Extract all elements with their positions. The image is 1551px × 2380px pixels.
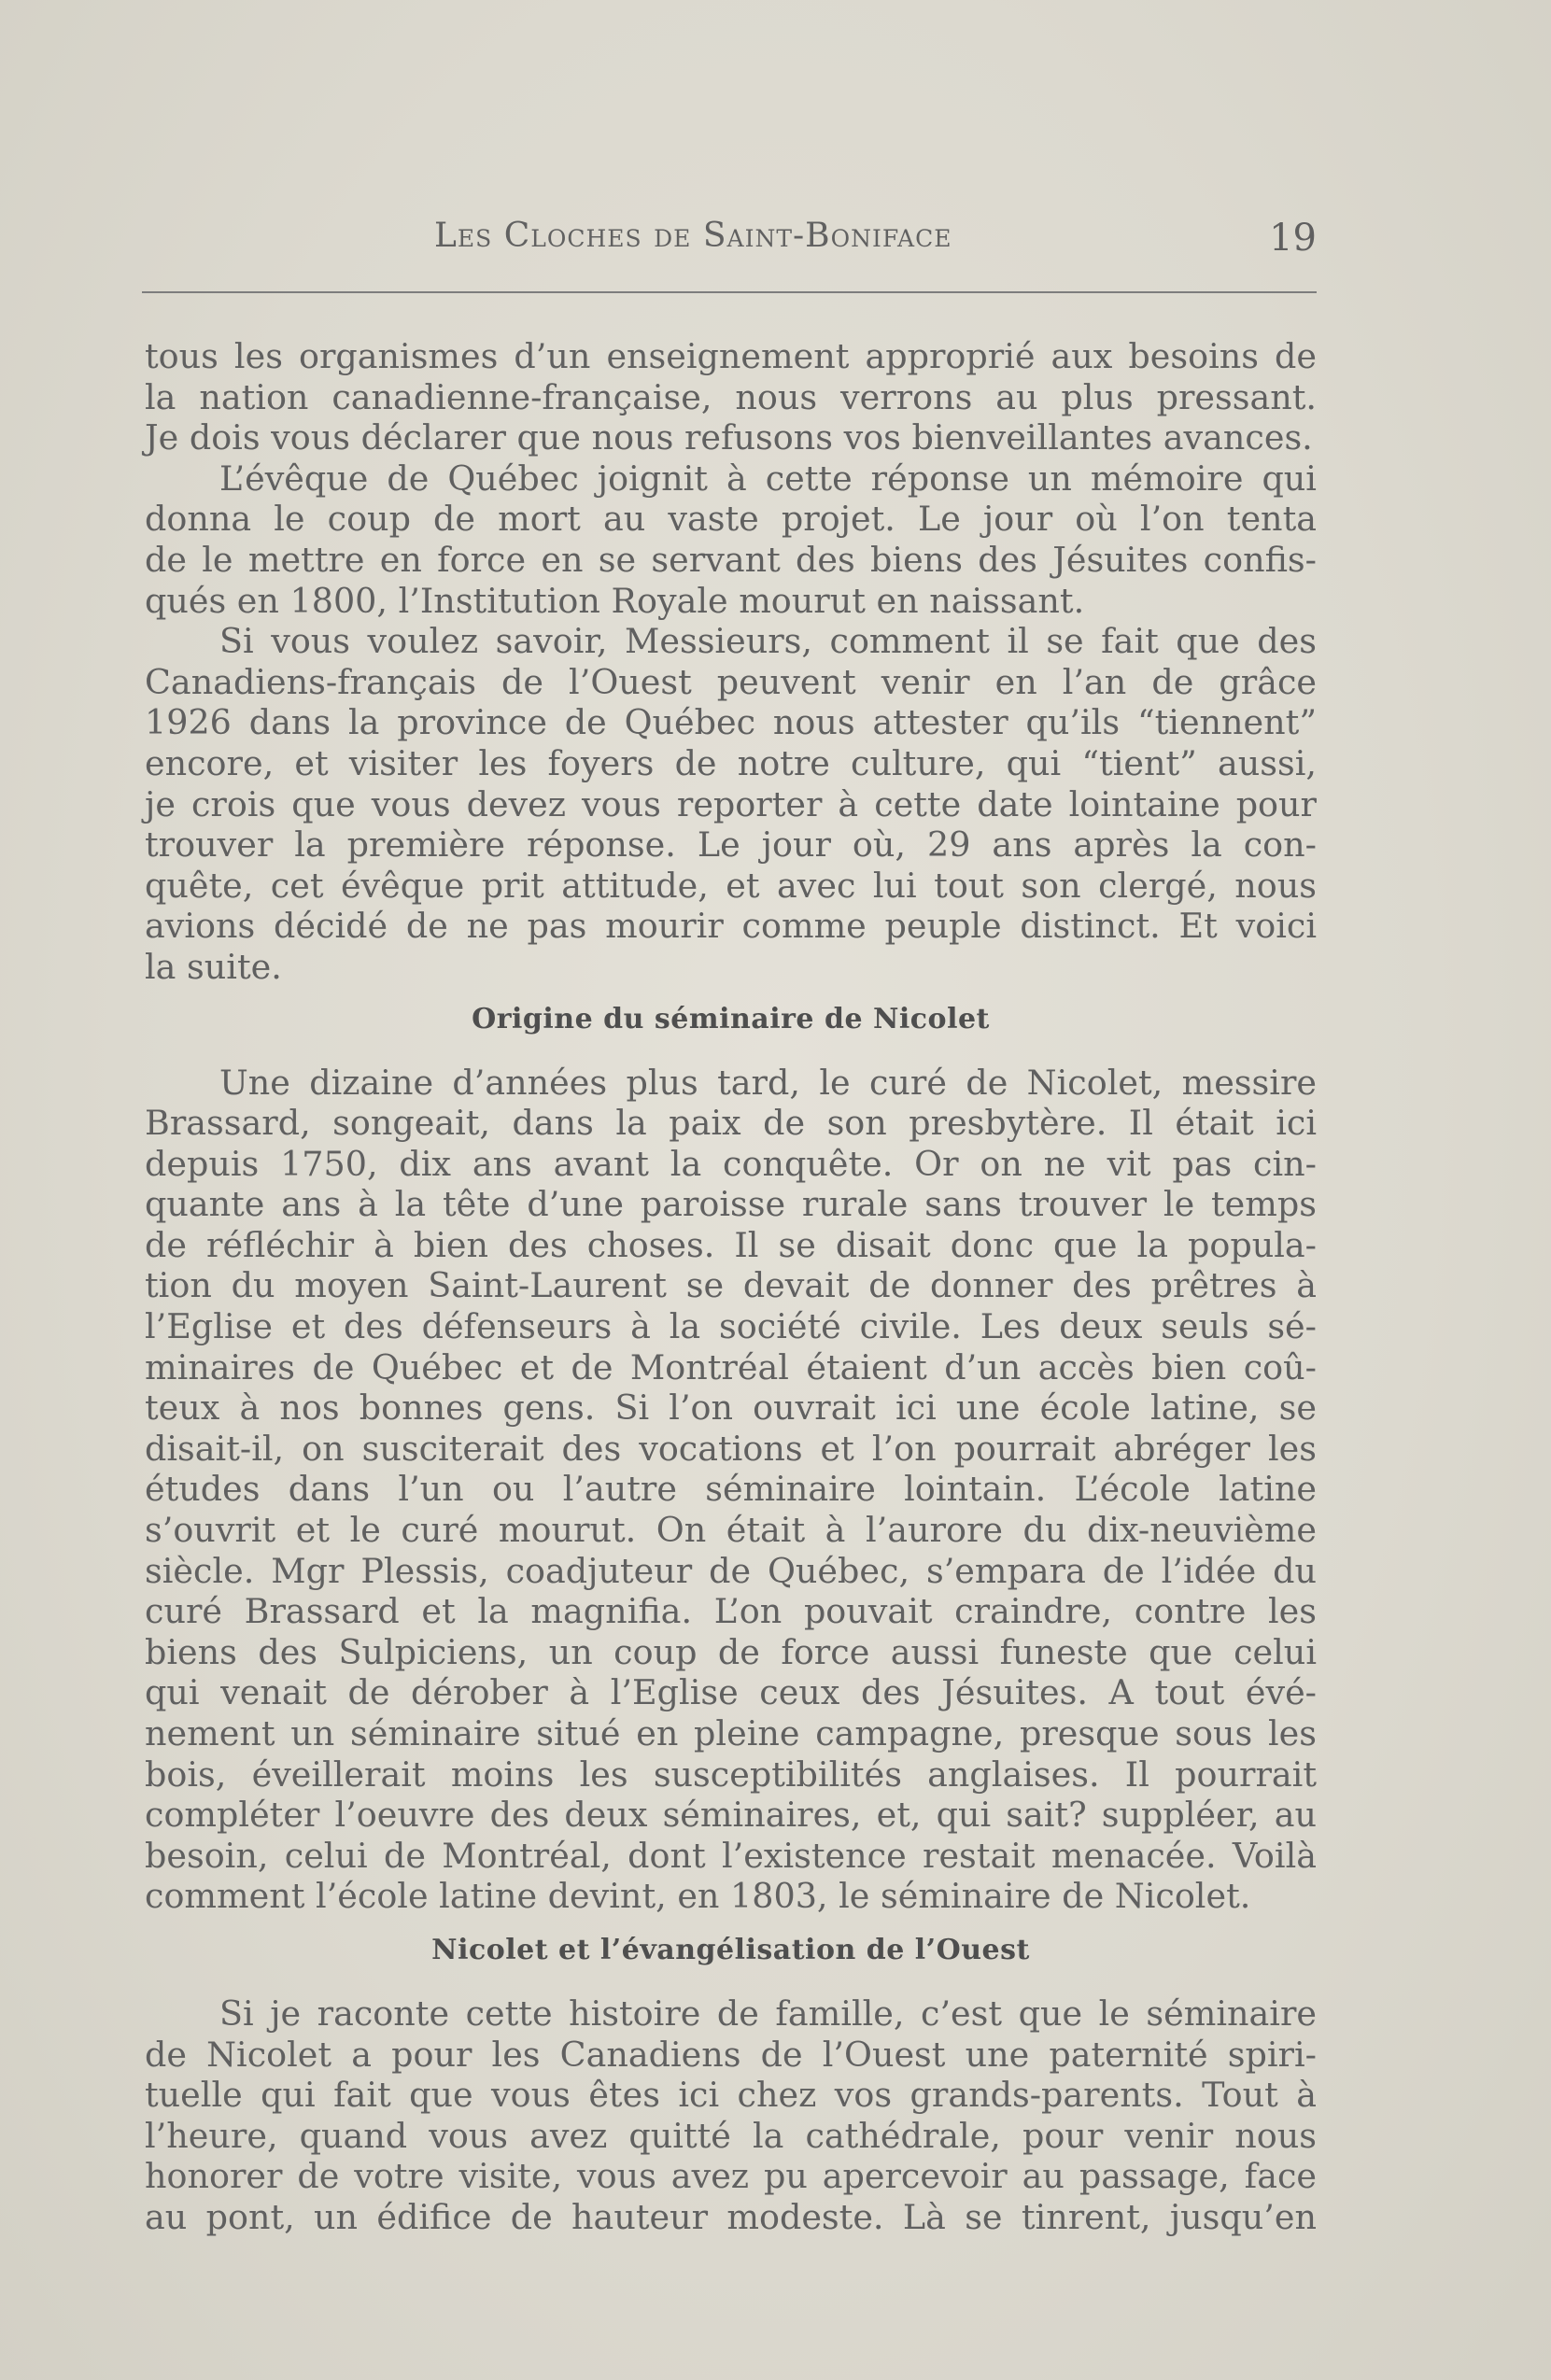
text-line: Une dizaine d’années plus tard, le curé de Nicolet, messire: [219, 1062, 1317, 1103]
paragraph: [145, 1063, 1317, 1917]
text-line: Je dois vous déclarer que nous refusons vos bienveillantes avances.: [145, 417, 1313, 458]
text-line: Si vous voulez savoir, Messieurs, comment il se fait que des: [219, 621, 1317, 662]
text-line: Si je raconte cette histoire de famille, c’est que le séminaire: [219, 1993, 1317, 2034]
text-line: au pont, un édifice de hauteur modeste. Là se tinrent, jusqu’en: [145, 2196, 1317, 2237]
text-line: tion du moyen Saint-Laurent se devait de donner des prêtres à: [145, 1265, 1317, 1306]
text-line: depuis 1750, dix ans avant la conquête. Or on ne vit pas cin-: [145, 1143, 1317, 1184]
text-line: l’heure, quand vous avez quitté la cathédrale, pour venir nous: [145, 2115, 1317, 2156]
text-line: besoin, celui de Montréal, dont l’existence restait menacée. Voilà: [145, 1835, 1317, 1876]
running-title: Les Cloches de Saint-Boniface: [434, 217, 952, 255]
page-number: 19: [1269, 217, 1317, 260]
text-line: trouver la première réponse. Le jour où, 29 ans après la con-: [145, 824, 1317, 866]
text-line: tous les organismes d’un enseignement approprié aux besoins de: [145, 336, 1317, 376]
text-line: l’Eglise et des défenseurs à la société civile. Les deux seuls sé-: [145, 1306, 1317, 1347]
section-heading: Nicolet et l’évangélisation de l’Ouest: [431, 1933, 1030, 1966]
text-line: curé Brassard et la magnifia. L’on pouvait craindre, contre les: [145, 1591, 1317, 1632]
text-line: qués en 1800, l’Institution Royale mourut en naissant.: [145, 580, 1085, 621]
text-line: quante ans à la tête d’une paroisse rurale sans trouver le temps: [145, 1184, 1317, 1225]
text-line: minaires de Québec et de Montréal étaient d’un accès bien coû-: [145, 1346, 1317, 1387]
text-line: siècle. Mgr Plessis, coadjuteur de Québec, s’empara de l’idée du: [145, 1550, 1317, 1591]
text-line: je crois que vous devez vous reporter à cette date lointaine pour: [145, 783, 1317, 824]
paragraph: [145, 458, 1317, 621]
text-line: encore, et visiter les foyers de notre culture, qui “tient” aussi,: [145, 742, 1317, 783]
text-line: la nation canadienne-française, nous verrons au plus pressant.: [145, 376, 1317, 417]
text-line: biens des Sulpiciens, un coup de force aussi funeste que celui: [145, 1631, 1317, 1672]
text-line: qui venait de dérober à l’Eglise ceux des Jésuites. A tout évé-: [145, 1672, 1317, 1713]
text-line: Brassard, songeait, dans la paix de son presbytère. Il était ici: [145, 1103, 1317, 1144]
text-line: de Nicolet a pour les Canadiens de l’Ouest une paternité spiri-: [145, 2034, 1317, 2075]
text-line: disait-il, on susciterait des vocations et l’on pourrait abréger les: [145, 1428, 1317, 1469]
text-line: compléter l’oeuvre des deux séminaires, et, qui sait? suppléer, au: [145, 1795, 1317, 1836]
text-line: nement un séminaire situé en pleine campagne, presque sous les: [145, 1713, 1317, 1753]
text-line: de réfléchir à bien des choses. Il se disait donc que la popula-: [145, 1224, 1317, 1265]
text-line: s’ouvrit et le curé mourut. On était à l’aurore du dix-neuvième: [145, 1510, 1317, 1551]
text-line: donna le coup de mort au vaste projet. Le jour où l’on tenta: [145, 499, 1317, 540]
text-line: quête, cet évêque prit attitude, et avec lui tout son clergé, nous: [145, 865, 1317, 906]
section-heading: Origine du séminaire de Nicolet: [472, 1002, 990, 1035]
text-line: bois, éveillerait moins les susceptibilités anglaises. Il pourrait: [145, 1753, 1317, 1795]
text-line: la suite.: [145, 946, 282, 987]
text-line: teux à nos bonnes gens. Si l’on ouvrait ici une école latine, se: [145, 1387, 1317, 1429]
paragraph: [145, 336, 1317, 458]
text-line: tuelle qui fait que vous êtes ici chez vos grands-parents. Tout à: [145, 2075, 1317, 2116]
text-line: honorer de votre visite, vous avez pu apercevoir au passage, face: [145, 2156, 1317, 2197]
text-line: études dans l’un ou l’autre séminaire lointain. L’école latine: [145, 1469, 1317, 1510]
paragraph: [145, 1993, 1317, 2238]
text-line: L’évêque de Québec joignit à cette réponse un mémoire qui: [219, 458, 1317, 499]
header-rule: [142, 291, 1317, 293]
body-text: [145, 336, 1317, 2238]
paragraph: [145, 621, 1317, 987]
page-header: [145, 217, 1317, 273]
text-line: comment l’école latine devint, en 1803, le séminaire de Nicolet.: [145, 1876, 1251, 1917]
text-line: de le mettre en force en se servant des biens des Jésuites confis-: [145, 539, 1317, 580]
text-line: 1926 dans la province de Québec nous attester qu’ils “tiennent”: [145, 702, 1317, 743]
text-line: avions décidé de ne pas mourir comme peuple distinct. Et voici: [145, 906, 1317, 947]
text-line: Canadiens-français de l’Ouest peuvent venir en l’an de grâce: [145, 661, 1317, 702]
